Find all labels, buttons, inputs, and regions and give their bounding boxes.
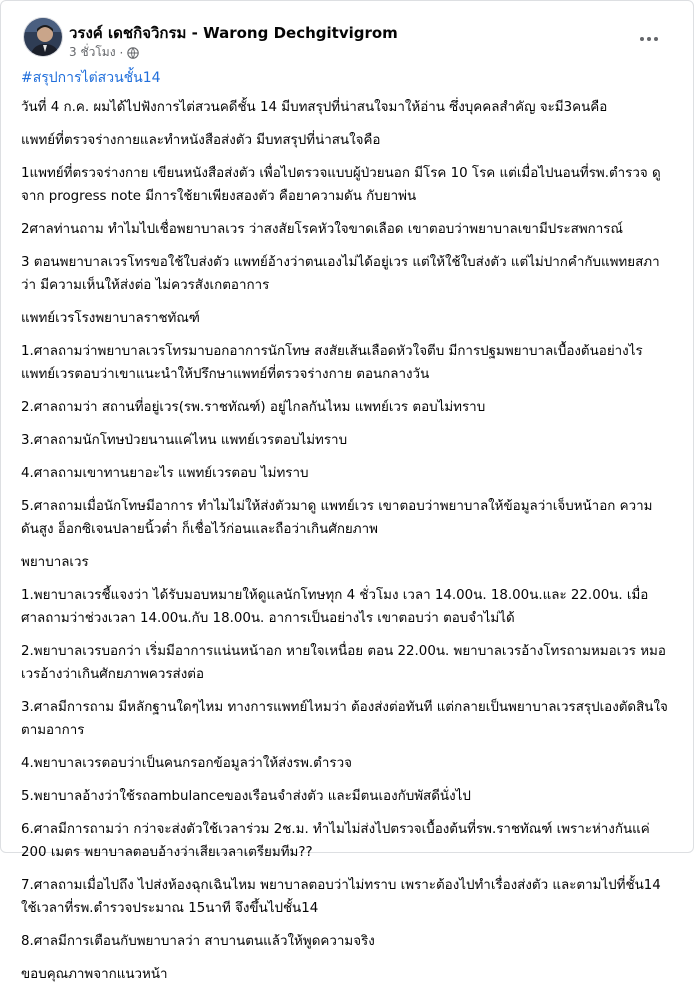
paragraph-nurse-3: 3.ศาลมีการถาม มีหลักฐานใดๆไหม ทางการแพทย์ไหมว่า ต้องส่งต่อทันที แต่กลายเป็นพยาบาลเวรสรุปเองตัดสินใจตามอาการ	[21, 700, 668, 738]
more-options-icon[interactable]	[635, 25, 663, 53]
paragraph-nurse-8: 8.ศาลมีการเตือนกับพยาบาลว่า สาบานตนแล้วให้พูดความจริง	[21, 934, 375, 949]
section-heading-duty-doctor: แพทย์เวรโรงพยาบาลราชทัณฑ์	[21, 311, 200, 326]
author-name[interactable]: วรงค์ เดชกิจวิกรม - Warong Dechgitvigrom	[69, 24, 398, 42]
avatar-image	[24, 18, 63, 57]
paragraph-credit: ขอบคุณภาพจากแนวหน้า	[21, 967, 168, 982]
paragraph-nurse-4: 4.พยาบาลเวรตอบว่าเป็นคนกรอกข้อมูลว่าให้ส่งรพ.ตำรวจ	[21, 756, 352, 771]
paragraph-nurse-7: 7.ศาลถามเมื่อไปถึง ไปส่งห้องฉุกเฉินไหม พยาบาลตอบว่าไม่ทราบ เพราะต้องไปทำเรื่องส่งตัว และตามไปที่ชั้น14 ใช้เวลาที่รพ.ตำรวจประมาณ 15นาที จึงขึ้นไปชั้น14	[21, 878, 661, 916]
paragraph-nurse-6: 6.ศาลมีการถามว่า กว่าจะส่งตัวใช้เวลาร่วม 2ช.ม. ทำไมไม่ส่งไปตรวจเบื้องต้นที่รพ.ราชทัณฑ์ เพราะห่างกันแค่ 200 เมตร พยาบาลตอบอ้างว่าเสียเวลาเตรียมทีม??	[21, 822, 650, 860]
paragraph-duty-doctor-3: 3.ศาลถามนักโทษป่วยนานแค่ไหน แพทย์เวรตอบไม่ทราบ	[21, 433, 348, 448]
paragraph-nurse-5: 5.พยาบาลอ้างว่าใช้รถambulanceของเรือนจำส่งตัว และมีตนเองกับพัสดีนั่งไป	[21, 789, 471, 804]
globe-icon	[127, 47, 139, 59]
post-body	[21, 67, 669, 996]
paragraph-intro: วันที่ 4 ก.ค. ผมได้ไปฟังการไต่สวนคดีชั้น 14 มีบทสรุปที่น่าสนใจมาให้อ่าน ซึ่งบุคคลสำคัญ จะมี3คนคือ	[21, 100, 608, 115]
section-heading-examining-doctor: แพทย์ที่ตรวจร่างกายและทำหนังสือส่งตัว มีบทสรุปที่น่าสนใจคือ	[21, 133, 381, 148]
paragraph-duty-doctor-5: 5.ศาลถามเมื่อนักโทษมีอาการ ทำไมไม่ให้ส่งตัวมาดู แพทย์เวร เขาตอบว่าพยาบาลให้ข้อมูลว่าเจ็บหน้าอก ความดันสูง อ็อกซิเจนปลายนิ้วต่ำ ก็เชื่อไว้ก่อนและถือว่าเกินศักยภาพ	[21, 499, 653, 537]
paragraph-doctor-3: 3 ตอนพยาบาลเวรโทรขอใช้ใบส่งตัว แพทย์อ้างว่าตนเองไม่ได้อยู่เวร แต่ให้ใช้ใบส่งตัว แต่ไม่ปากคำกับแพทยสภาว่า มีความเห็นให้ส่งต่อ ไม่ควรสังเกตอาการ	[21, 255, 660, 293]
post-header	[23, 17, 677, 61]
section-heading-duty-nurse: พยาบาลเวร	[21, 555, 89, 570]
author-avatar[interactable]	[23, 17, 63, 57]
paragraph-nurse-2: 2.พยาบาลเวรบอกว่า เริ่มมีอาการแน่นหน้าอก หายใจเหนื่อย ตอน 22.00น. พยาบาลเวรอ้างโทรถามหมอเวร หมอเวรอ้างว่าเกินศักยภาพควรส่งต่อ	[21, 644, 666, 682]
paragraph-duty-doctor-4: 4.ศาลถามเขาทานยาอะไร แพทย์เวรตอบ ไม่ทราบ	[21, 466, 309, 481]
paragraph-doctor-1: 1แพทย์ที่ตรวจร่างกาย เขียนหนังสือส่งตัว เพื่อไปตรวจแบบผู้ป่วยนอก มีโรค 10 โรค แต่เมื่อไปนอนที่รพ.ตำรวจ ดูจาก progress note มีการใช้ยาเพียงสองตัว คือยาความดัน กับยาพ่น	[21, 166, 661, 204]
paragraph-duty-doctor-2: 2.ศาลถามว่า สถานที่อยู่เวร(รพ.ราชทัณฑ์) อยู่ไกลกันไหม แพทย์เวร ตอบไม่ทราบ	[21, 400, 486, 415]
hashtag-link[interactable]: #สรุปการไต่สวนชั้น14	[21, 70, 161, 86]
post-meta	[69, 43, 139, 62]
meta-separator: ·	[119, 45, 124, 60]
post-timestamp[interactable]: 3 ชั่วโมง	[69, 45, 116, 59]
paragraph-nurse-1: 1.พยาบาลเวรชี้แจงว่า ได้รับมอบหมายให้ดูแลนักโทษทุก 4 ชั่วโมง เวลา 14.00น. 18.00น.และ 22.00น. เมื่อศาลถามว่าช่วงเวลา 14.00น.กับ 18.00น. อาการเป็นอย่างไร เขาตอบว่า ตอบจำไม่ได้	[21, 588, 649, 626]
paragraph-duty-doctor-1: 1.ศาลถามว่าพยาบาลเวรโทรมาบอกอาการนักโทษ สงสัยเส้นเลือดหัวใจตีบ มีการปฐมพยาบาลเบื้องต้นอย่างไร แพทย์เวรตอบว่าเขาแนะนำให้ปรึกษาแพทย์ที่ตรวจร่างกาย ตอนกลางวัน	[21, 344, 643, 382]
paragraph-doctor-2: 2ศาลท่านถาม ทำไมไปเชื่อพยาบาลเวร ว่าสงสัยโรคหัวใจขาดเลือด เขาตอบว่าพยาบาลเขามีประสพการณ์	[21, 222, 623, 237]
